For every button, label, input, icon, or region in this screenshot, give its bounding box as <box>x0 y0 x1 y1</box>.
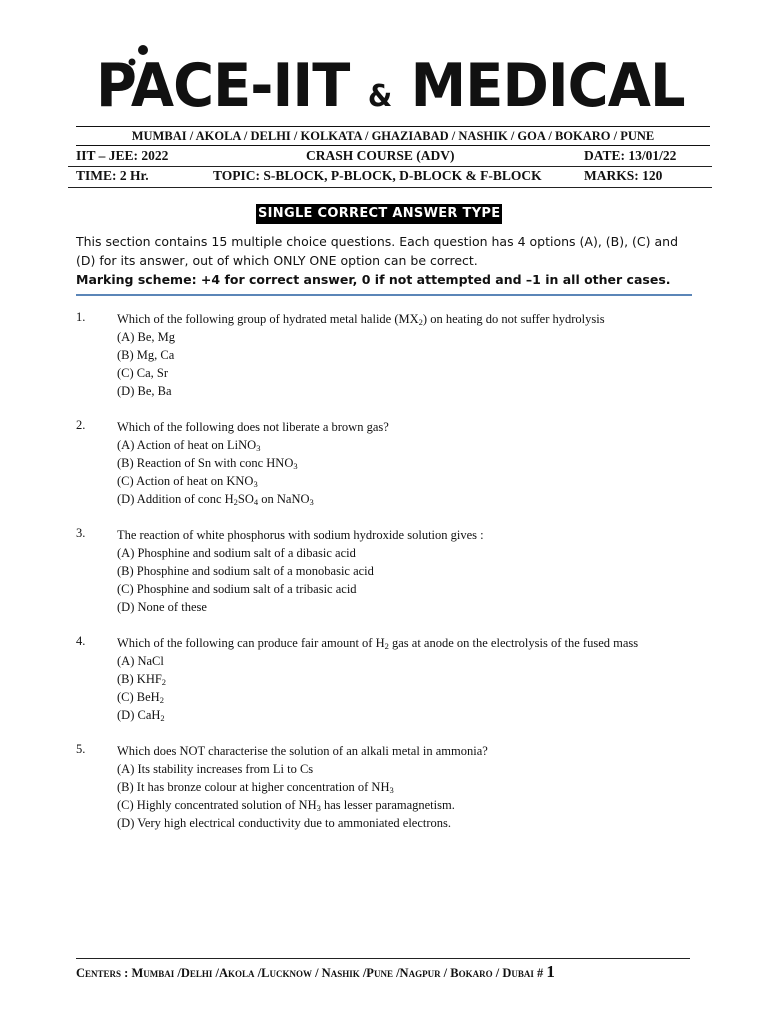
question-body <box>117 742 696 832</box>
header-row-2 <box>76 166 710 186</box>
question-option: (B) It has bronze colour at higher concentration of $NH_3$ <box>117 780 394 795</box>
time-label: TIME: 2 Hr. <box>76 168 149 183</box>
question-option: (B) Phosphine and sodium salt of a monobasic acid <box>117 564 374 578</box>
question-body <box>117 634 696 724</box>
question-text: Which of the following does not liberate a brown gas? <box>117 420 389 434</box>
question-option: (A) NaCl <box>117 654 164 668</box>
page-number: 1 <box>546 962 555 981</box>
question-option: (D) Be, Ba <box>117 384 172 398</box>
marking-scheme: Marking scheme: +4 for correct answer, 0 if not attempted and –1 in all other cases. <box>76 272 671 287</box>
question-item <box>76 526 696 616</box>
question-option: (C) Action of heat on $KNO_3$ <box>117 474 258 489</box>
question-item <box>76 742 696 832</box>
question-number: 5. <box>76 742 86 756</box>
section-intro: This section contains 15 multiple choice questions. Each question has 4 options (A), (B), (C) and (D) for its answer, out of which ONLY ONE option can be correct. <box>76 234 679 268</box>
topic-label: TOPIC: S-BLOCK, P-BLOCK, D-BLOCK & F-BLOCK <box>213 168 542 183</box>
header-bottom-rule <box>68 187 712 188</box>
question-option: (B) Reaction of Sn with conc $HNO_3$ <box>117 456 298 471</box>
question-option: (B) $KHF_2$ <box>117 672 167 687</box>
question-item <box>76 310 696 400</box>
question-text: Which of the following group of hydrated metal halide $(MX_2)$ on heating do not suffer hydrolysis <box>117 312 605 327</box>
section-rule <box>76 294 692 296</box>
question-body <box>117 310 696 400</box>
footer-centers: Centers : Mumbai /Delhi /Akola /Lucknow / Nashik /Pune /Nagpur / Bokaro / Dubai # <box>76 966 544 980</box>
question-option: (A) Phosphine and sodium salt of a dibasic acid <box>117 546 356 560</box>
question-option: (C) Phosphine and sodium salt of a tribasic acid <box>117 582 357 596</box>
question-option: (C) Ca, Sr <box>117 366 169 380</box>
date-label: DATE: 13/01/22 <box>584 148 677 163</box>
question-option: (A) Be, Mg <box>117 330 175 344</box>
question-number: 3. <box>76 526 86 540</box>
question-option: (B) Mg, Ca <box>117 348 175 362</box>
question-body <box>117 526 696 616</box>
question-body <box>117 418 696 508</box>
question-number: 4. <box>76 634 86 648</box>
question-option: (D) Very high electrical conductivity due to ammoniated electrons. <box>117 816 452 830</box>
question-number: 1. <box>76 310 86 324</box>
section-title: SINGLE CORRECT ANSWER TYPE <box>256 204 502 224</box>
question-text: Which of the following can produce fair amount of $H_2$ gas at anode on the electrolysis of the fused mass <box>117 636 639 651</box>
question-option: (A) Its stability increases from Li to Cs <box>117 762 314 776</box>
marks-label: MARKS: 120 <box>584 168 663 183</box>
question-list <box>76 310 696 850</box>
question-item <box>76 418 696 508</box>
question-option: (C) BeH$_2$ <box>117 690 164 705</box>
cities-strip: MUMBAI / AKOLA / DELHI / KOLKATA / GHAZIABAD / NASHIK / GOA / BOKARO / PUNE <box>76 126 710 146</box>
question-item <box>76 634 696 724</box>
question-text: The reaction of white phosphorus with sodium hydroxide solution gives : <box>117 528 484 542</box>
course-label: CRASH COURSE (ADV) <box>306 148 455 163</box>
footer-rule <box>76 958 690 959</box>
question-number: 2. <box>76 418 86 432</box>
logo <box>96 40 685 126</box>
question-option: (D) Addition of conc $H_2SO_4$ on NaNO$_3$ <box>117 492 314 507</box>
exam-label: IIT – JEE: 2022 <box>76 148 169 163</box>
question-option: (A) Action of heat on LiNO$_3$ <box>117 438 261 453</box>
logo-wordmark: PACE-IIT & MEDICAL <box>96 51 685 121</box>
question-option: (D) CaH$_2$ <box>117 708 165 723</box>
question-text: Which does NOT characterise the solution of an alkali metal in ammonia? <box>117 744 488 758</box>
question-option: (C) Highly concentrated solution of $NH_3$ has lesser paramagnetism. <box>117 798 455 813</box>
footer <box>76 962 696 983</box>
header-row-1 <box>76 146 710 166</box>
question-option: (D) None of these <box>117 600 207 614</box>
